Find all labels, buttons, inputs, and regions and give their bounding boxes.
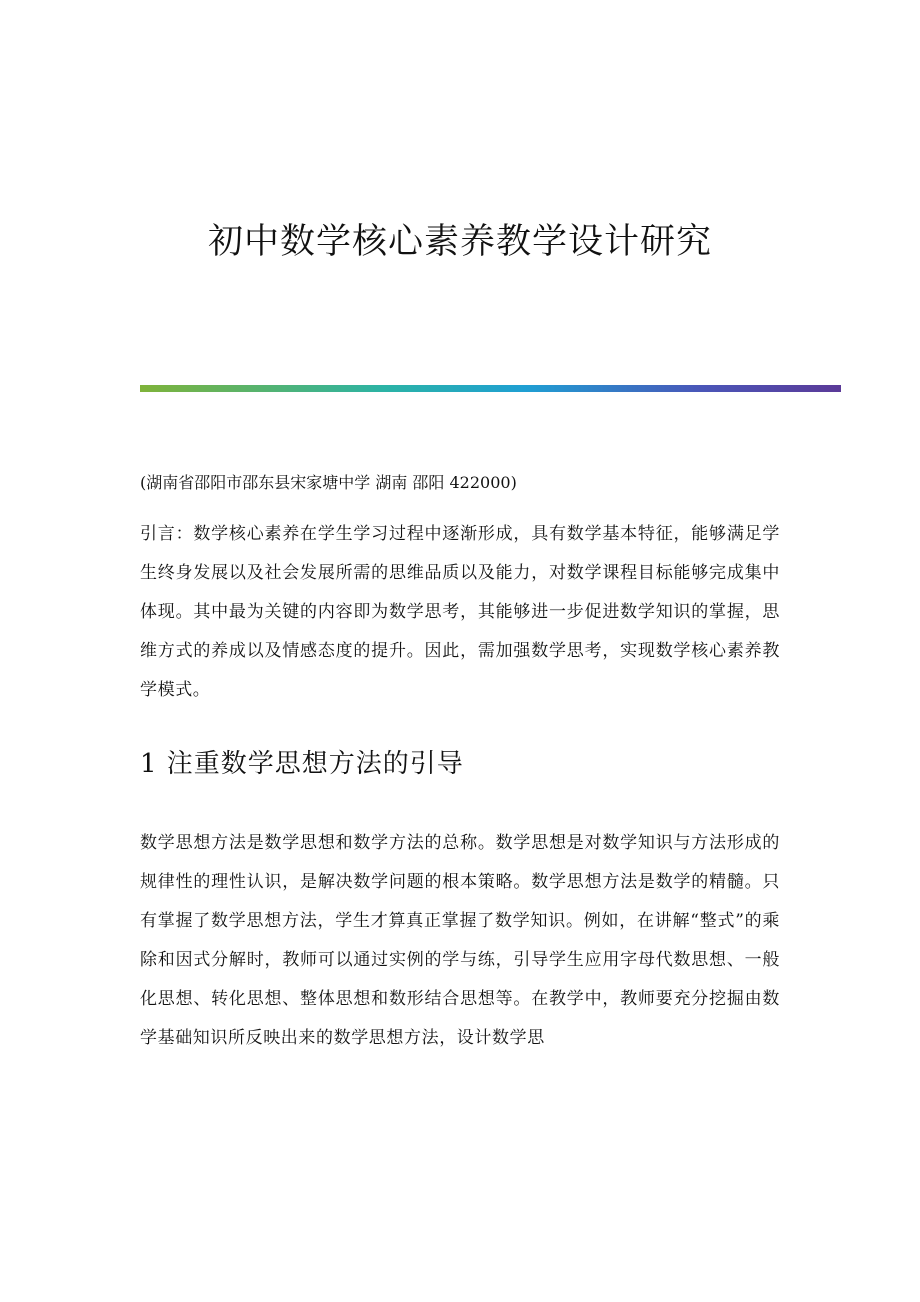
intro-paragraph: 引言：数学核心素养在学生学习过程中逐渐形成，具有数学基本特征，能够满足学生终身发展以及社会发展所需的思维品质以及能力，对数学课程目标能够完成集中体现。其中最为关键的内容即为数学思考，其能够进一步促进数学知识的掌握，思维方式的养成以及情感态度的提升。因此，需加强数学思考，实现数学核心素养教学模式。 [140, 524, 780, 700]
document-title: 初中数学核心素养教学设计研究 [207, 222, 712, 262]
author-affiliation: (湖南省邵阳市邵东县宋家塘中学 湖南 邵阳 422000) [140, 473, 517, 492]
section-1-paragraph: 数学思想方法是数学思想和数学方法的总称。数学思想是对数学知识与方法形成的规律性的理性认识，是解决数学问题的根本策略。数学思想方法是数学的精髓。只有掌握了数学思想方法，学生才算真正掌握了数学知识。例如，在讲解“整式”的乘除和因式分解时，教师可以通过实例的学与练，引导学生应用字母代数思想、一般化思想、转化思想、整体思想和数形结合思想等。在教学中，教师要充分挖掘由数学基础知识所反映出来的数学思想方法，设计数学思 [140, 833, 780, 1048]
title-divider [140, 385, 841, 392]
document-body [140, 463, 780, 1058]
section-1-heading: 1 注重数学思想方法的引导 [140, 749, 464, 779]
